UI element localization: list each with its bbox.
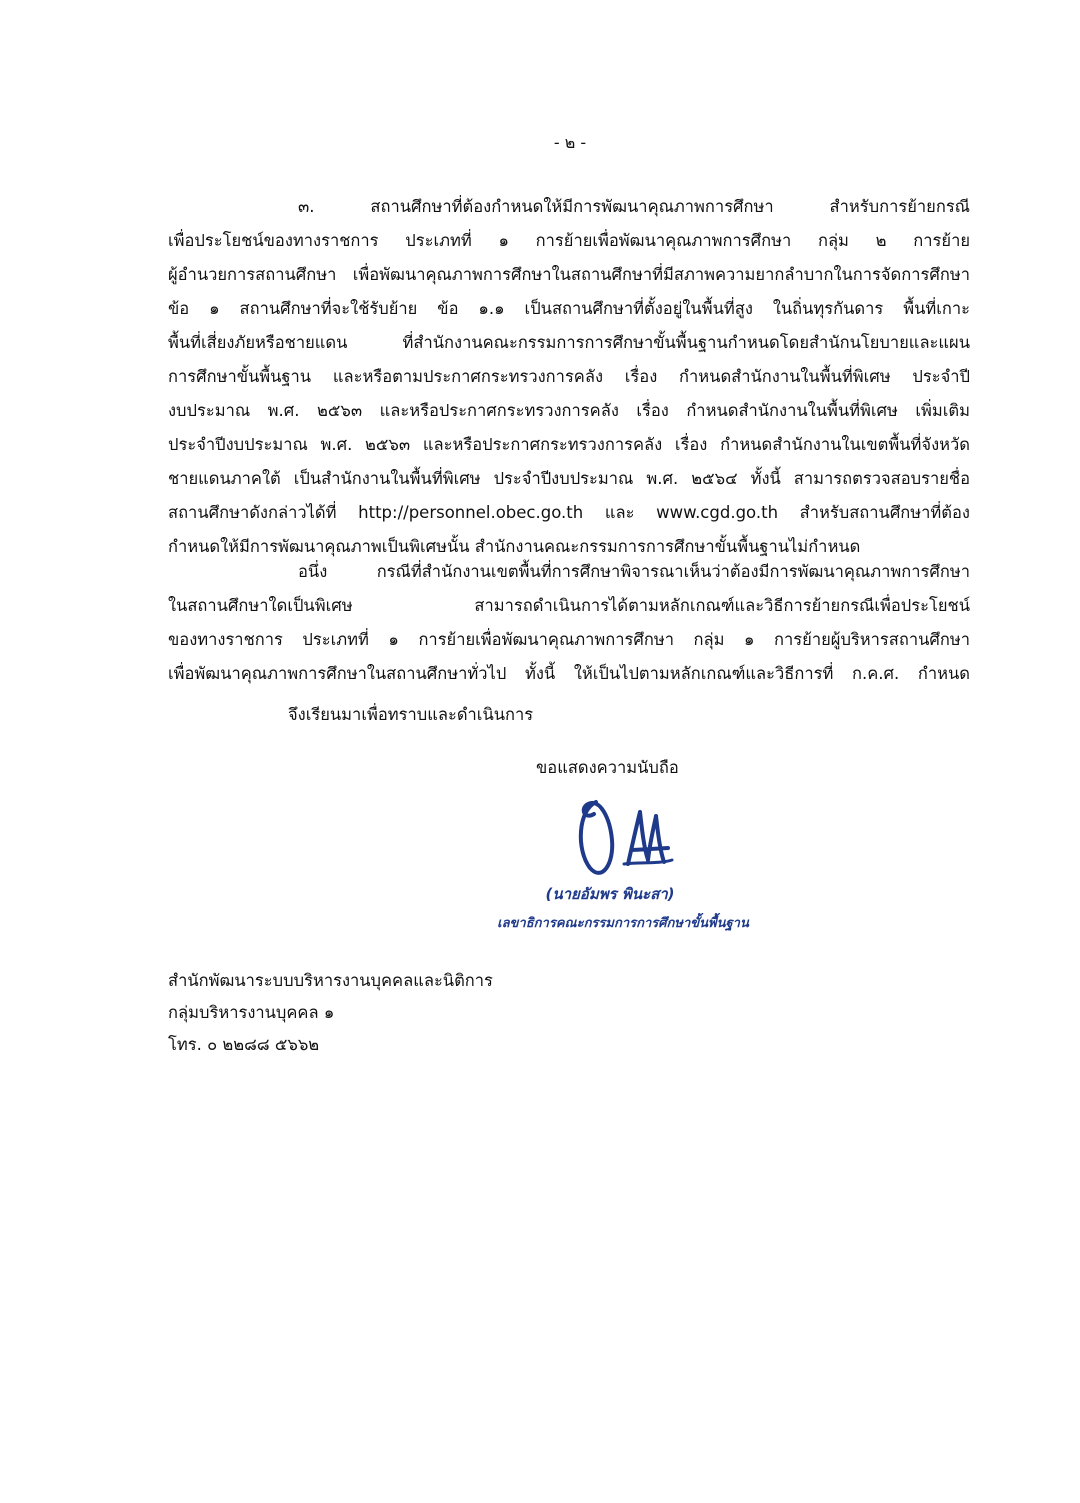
paragraph-1 [168, 190, 970, 564]
footer-group: กลุ่มบริหารงานบุคคล ๑ [168, 1003, 335, 1022]
paragraph-line: สถานศึกษาดังกล่าวได้ที่ http://personnel.obec.go.th และ www.cgd.go.th สำหรับสถานศึกษาที่ต้อง [168, 503, 970, 522]
paragraph-line: กำหนดให้มีการพัฒนาคุณภาพเป็นพิเศษนั้น สำนักงานคณะกรรมการการศึกษาขั้นพื้นฐานไม่กำหนด [168, 537, 861, 556]
paragraph-line: เพื่อประโยชน์ของทางราชการ ประเภทที่ ๑ การย้ายเพื่อพัฒนาคุณภาพการศึกษา กลุ่ม ๒ การย้าย [168, 231, 970, 250]
salutation: ขอแสดงความนับถือ [536, 758, 679, 777]
footer-contact [168, 965, 493, 1061]
footer-department: สำนักพัฒนาระบบบริหารงานบุคคลและนิติการ [168, 971, 493, 990]
footer-phone: โทร. ๐ ๒๒๘๘ ๕๖๖๒ [168, 1035, 320, 1054]
paragraph-line: อนึ่ง กรณีที่สำนักงานเขตพื้นที่การศึกษาพิจารณาเห็นว่าต้องมีการพัฒนาคุณภาพการศึกษา [298, 562, 970, 581]
page-number: - ๒ - [553, 133, 587, 152]
paragraph-line: ๓. สถานศึกษาที่ต้องกำหนดให้มีการพัฒนาคุณภาพการศึกษา สำหรับการย้ายกรณี [298, 197, 970, 216]
closing-line: จึงเรียนมาเพื่อทราบและดำเนินการ [288, 705, 534, 724]
paragraph-2 [168, 555, 970, 691]
paragraph-line: ชายแดนภาคใต้ เป็นสำนักงานในพื้นที่พิเศษ ประจำปีงบประมาณ พ.ศ. ๒๕๖๔ ทั้งนี้ สามารถตรวจสอบรายชื่อ [168, 469, 970, 488]
signer-title: เลขาธิการคณะกรรมการการศึกษาขั้นพื้นฐาน [497, 916, 749, 931]
paragraph-line: พื้นที่เสี่ยงภัยหรือชายแดน ที่สำนักงานคณะกรรมการการศึกษาขั้นพื้นฐานกำหนดโดยสำนักนโยบายและแผน [168, 333, 970, 352]
paragraph-line: ข้อ ๑ สถานศึกษาที่จะใช้รับย้าย ข้อ ๑.๑ เป็นสถานศึกษาที่ตั้งอยู่ในพื้นที่สูง ในถิ่นทุรกันดาร พื้นที่เกาะ [168, 299, 970, 318]
paragraph-line: งบประมาณ พ.ศ. ๒๕๖๓ และหรือประกาศกระทรวงการคลัง เรื่อง กำหนดสำนักงานในพื้นที่พิเศษ เพิ่มเติม [168, 401, 970, 420]
paragraph-line: เพื่อพัฒนาคุณภาพการศึกษาในสถานศึกษาทั่วไป ทั้งนี้ ให้เป็นไปตามหลักเกณฑ์และวิธีการที่ ก.ค.ศ. กำหนด [168, 664, 970, 683]
paragraph-line: การศึกษาขั้นพื้นฐาน และหรือตามประกาศกระทรวงการคลัง เรื่อง กำหนดสำนักงานในพื้นที่พิเศษ ประจำปี [168, 367, 970, 386]
signer-name: (นายอัมพร พินะสา) [545, 885, 675, 903]
paragraph-line: ของทางราชการ ประเภทที่ ๑ การย้ายเพื่อพัฒนาคุณภาพการศึกษา กลุ่ม ๑ การย้ายผู้บริหารสถานศึกษา [168, 630, 970, 649]
handwritten-signature-icon [570, 790, 690, 880]
paragraph-line: ในสถานศึกษาใดเป็นพิเศษ สามารถดำเนินการได้ตามหลักเกณฑ์และวิธีการย้ายกรณีเพื่อประโยชน์ [168, 596, 970, 615]
paragraph-line: ประจำปีงบประมาณ พ.ศ. ๒๕๖๓ และหรือประกาศกระทรวงการคลัง เรื่อง กำหนดสำนักงานในเขตพื้นที่จังหวัด [168, 435, 970, 454]
paragraph-line: ผู้อำนวยการสถานศึกษา เพื่อพัฒนาคุณภาพการศึกษาในสถานศึกษาที่มีสภาพความยากลำบากในการจัดการศึกษา [168, 265, 970, 284]
